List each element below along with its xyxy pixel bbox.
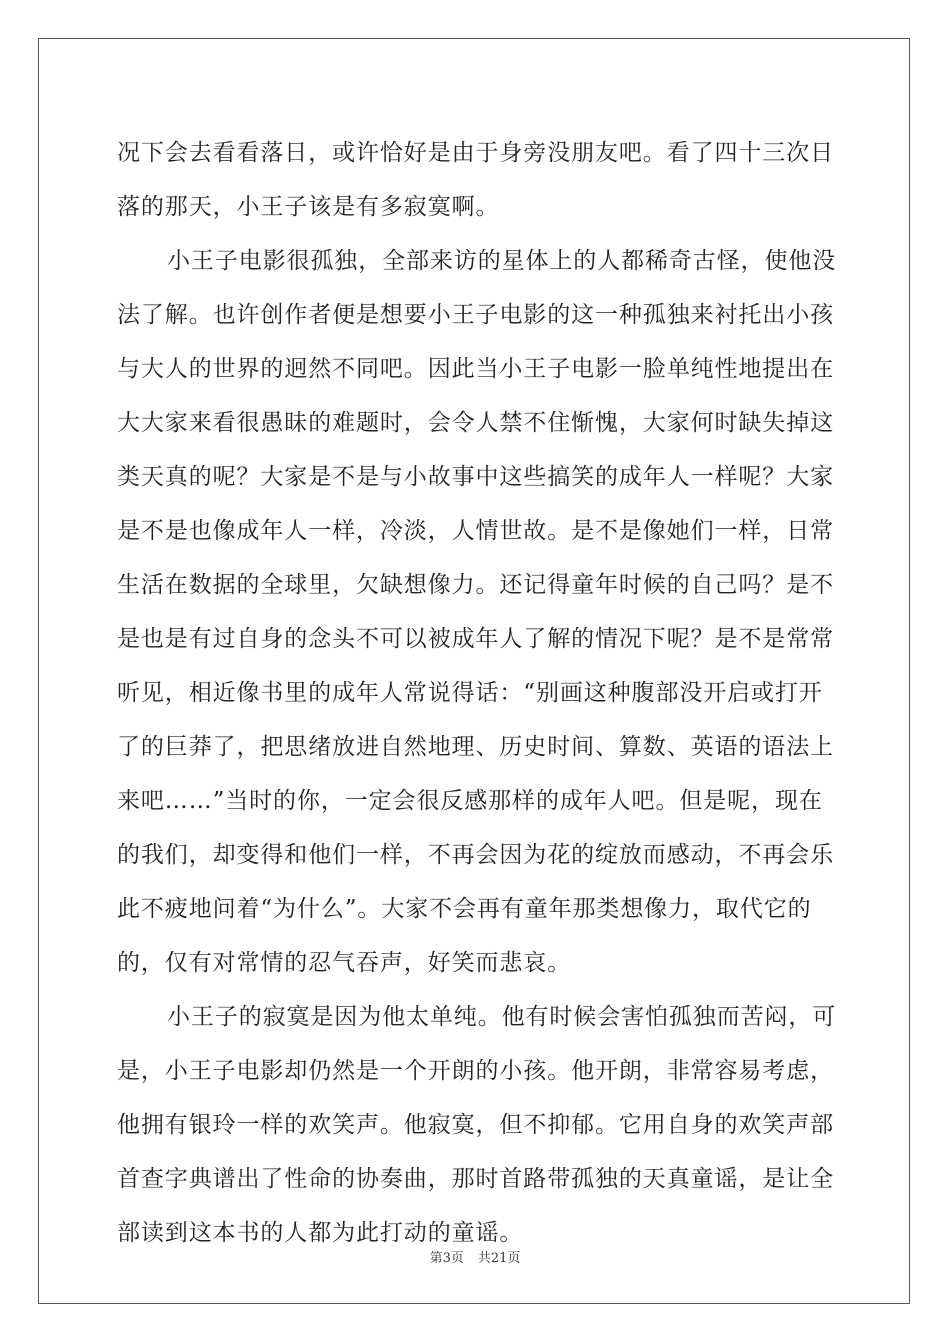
text-line: 部读到这本书的人都为此打动的童谣。 [117, 1220, 524, 1246]
text-line: 与大人的世界的迥然不同吧。因此当小王子电影一脸单纯性地提出在 [117, 356, 834, 382]
text-line: 的我们，却变得和他们一样，不再会因为花的绽放而感动，不再会乐 [117, 842, 834, 868]
text-line: 是也是有过自身的念头不可以被成年人了解的情况下呢？是不是常常 [117, 626, 834, 652]
text-line: 法了解。也许创作者便是想要小王子电影的这一种孤独来衬托出小孩 [117, 302, 834, 328]
text-line: 听见，相近像书里的成年人常说得话：“别画这种腹部没开启或打开 [117, 680, 823, 706]
text-line: 的，仅有对常情的忍气吞声，好笑而悲哀。 [117, 950, 572, 976]
text-line: 首查字典谱出了性命的协奏曲，那时首路带孤独的天真童谣，是让全 [117, 1166, 834, 1192]
text-line: 落的那天，小王子该是有多寂寞啊。 [117, 194, 500, 220]
text-line: 了的巨莽了，把思绪放进自然地理、历史时间、算数、英语的语法上 [117, 734, 834, 760]
document-body [117, 126, 837, 1260]
paragraph-start-line: 小王子的寂寞是因为他太单纯。他有时候会害怕孤独而苦闷，可 [167, 1004, 837, 1030]
text-line: 大大家来看很愚昧的难题时，会令人禁不住惭愧，大家何时缺失掉这 [117, 410, 834, 436]
text-line: 类天真的呢？大家是不是与小故事中这些搞笑的成年人一样呢？大家 [117, 464, 834, 490]
text-line: 此不疲地问着“为什么”。大家不会再有童年那类想像力，取代它的 [117, 896, 812, 922]
total-pages-label: 共21页 [477, 1251, 521, 1266]
text-line: 况下会去看看落日，或许恰好是由于身旁没朋友吧。看了四十三次日 [117, 140, 834, 166]
page-footer [0, 1247, 950, 1266]
text-line: 他拥有银玲一样的欢笑声。他寂寞，但不抑郁。它用自身的欢笑声部 [117, 1112, 834, 1138]
text-line: 是不是也像成年人一样，冷淡，人情世故。是不是像她们一样，日常 [117, 518, 834, 544]
current-page-label: 第3页 [429, 1251, 464, 1266]
text-line: 生活在数据的全球里，欠缺想像力。还记得童年时候的自己吗？是不 [117, 572, 834, 598]
text-line: 来吧……”当时的你，一定会很反感那样的成年人吧。但是呢，现在 [117, 788, 823, 814]
text-line: 是，小王子电影却仍然是一个开朗的小孩。他开朗，非常容易考虑， [117, 1058, 834, 1084]
paragraph-start-line: 小王子电影很孤独，全部来访的星体上的人都稀奇古怪，使他没 [167, 248, 837, 274]
